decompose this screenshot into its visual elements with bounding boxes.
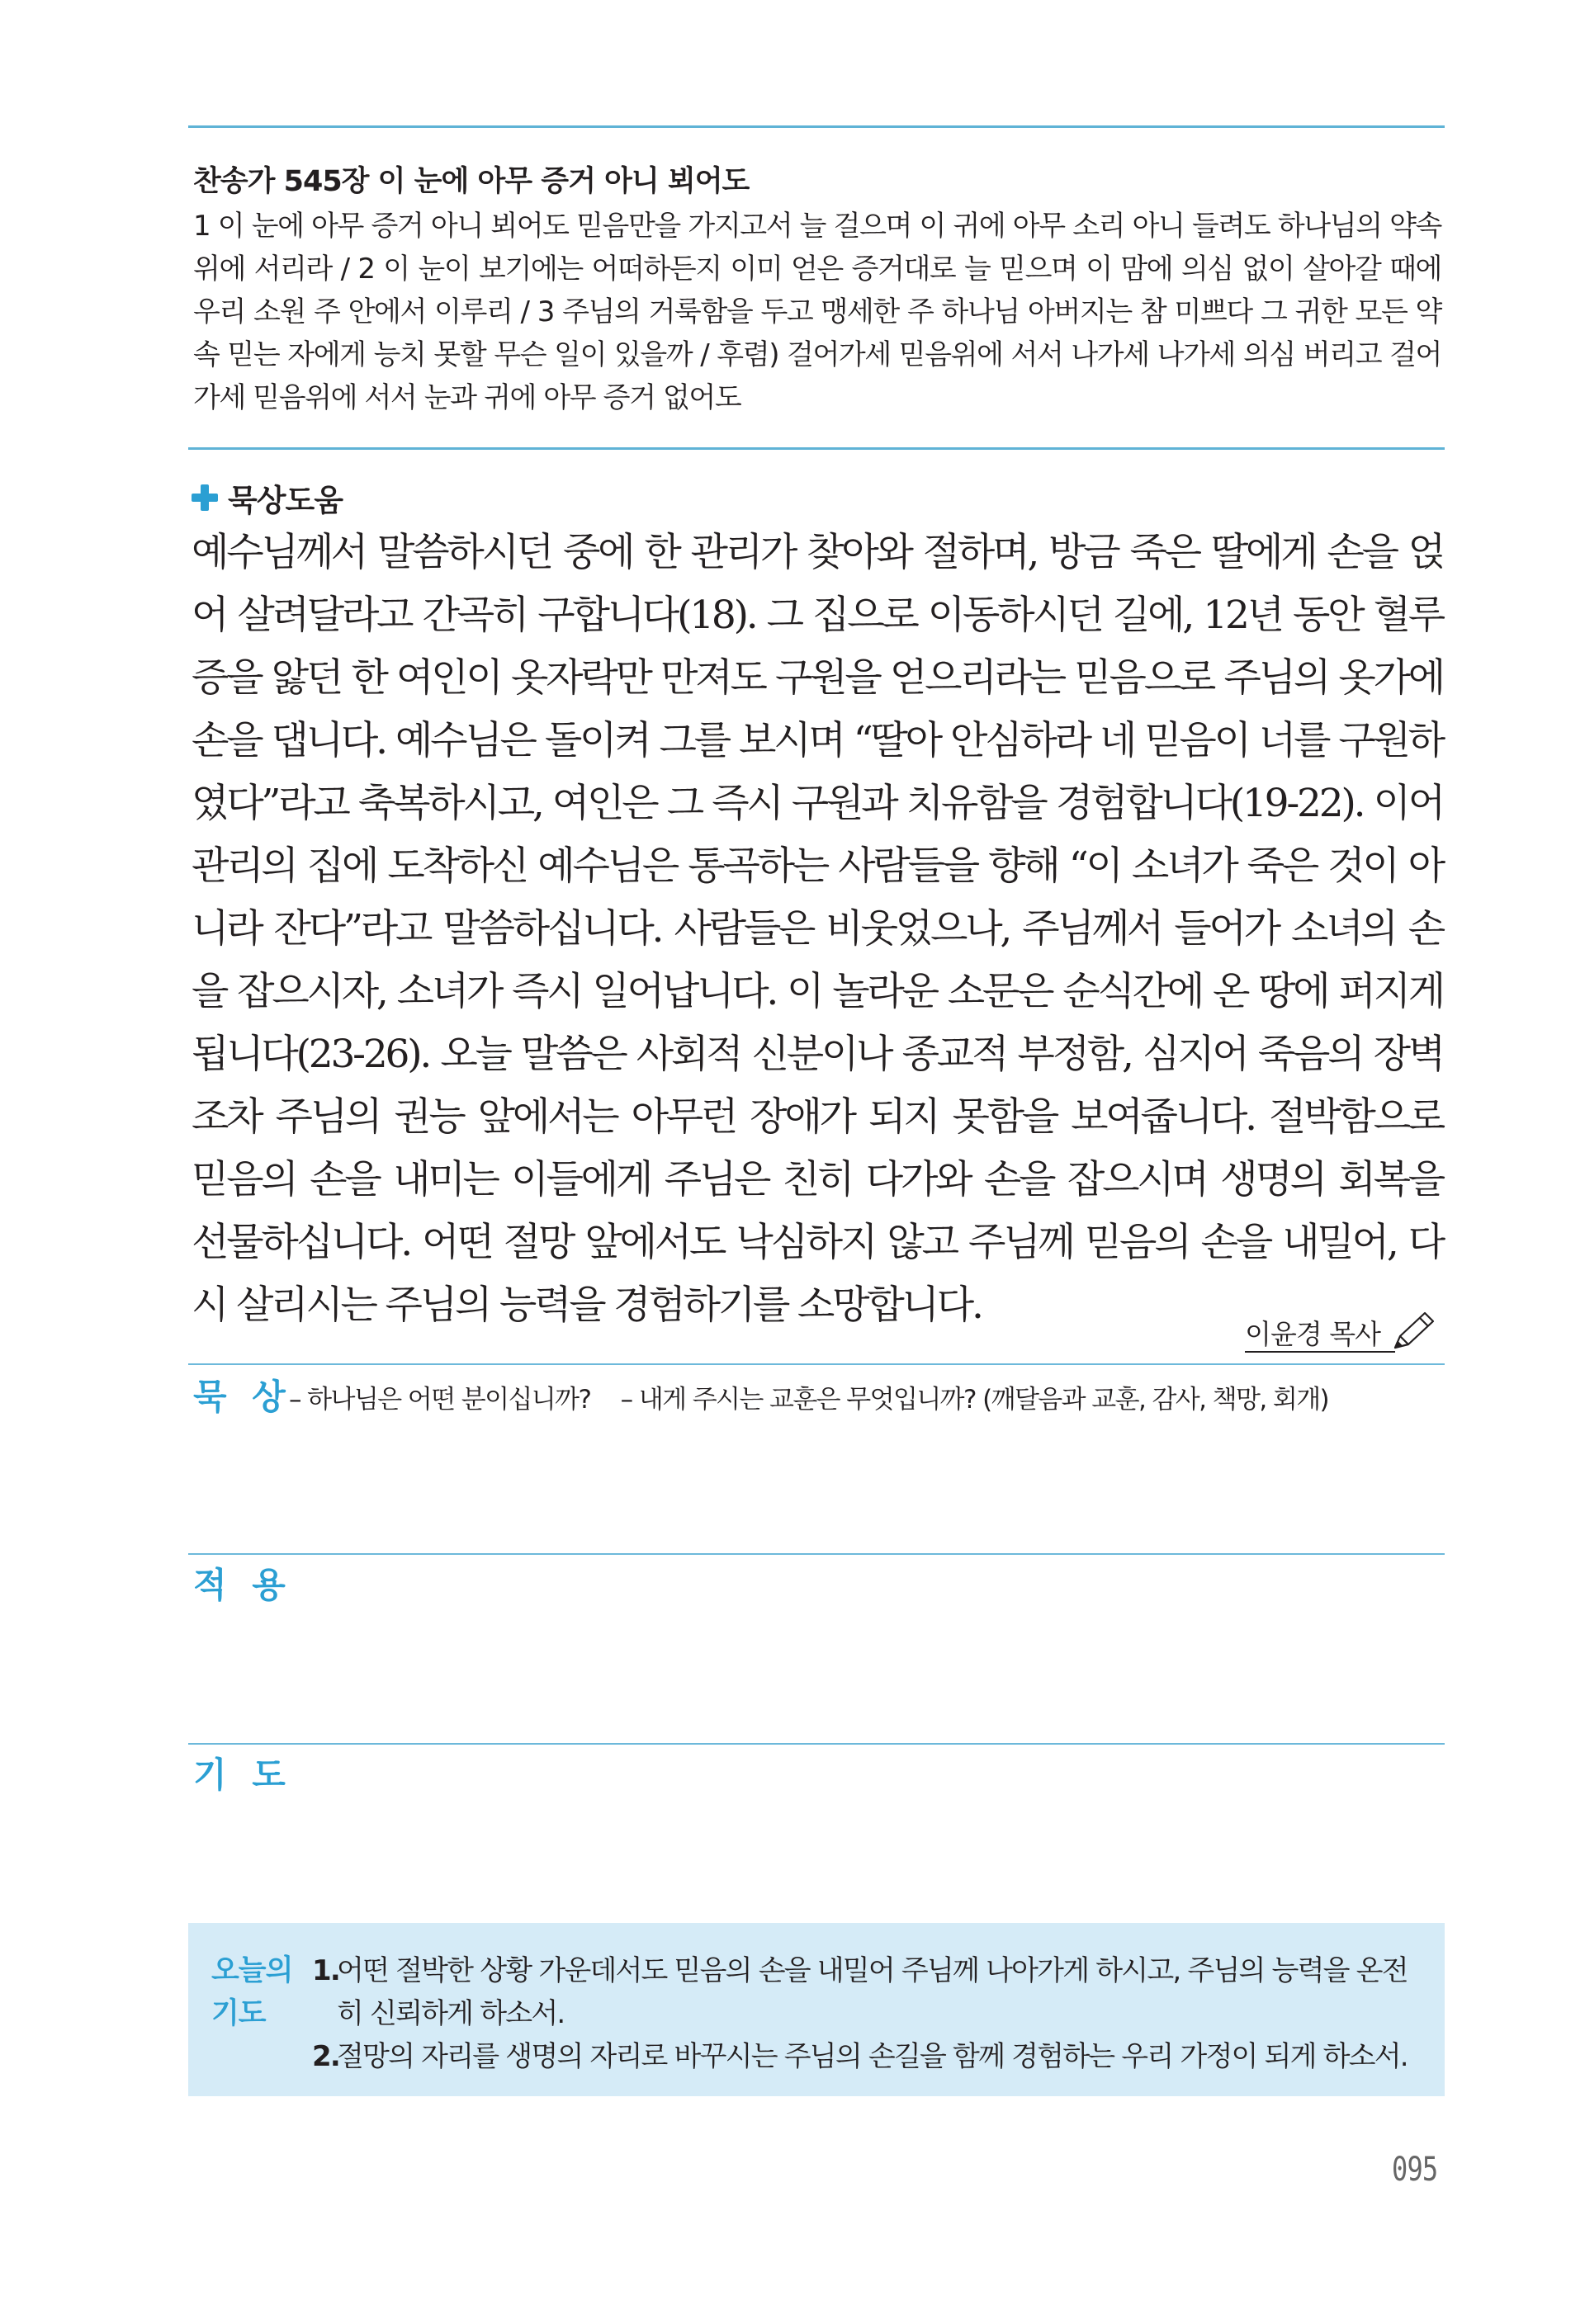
meditation-label: 묵 상 bbox=[193, 1377, 292, 1417]
application-rule bbox=[188, 1553, 1445, 1555]
prayer-item-number: 2. bbox=[312, 2040, 339, 2073]
author-line bbox=[1245, 1308, 1438, 1353]
today-prayer-label-line1: 오늘의 bbox=[211, 1954, 293, 1987]
meditation-questions bbox=[289, 1378, 1351, 1415]
application-label: 적 용 bbox=[193, 1565, 292, 1605]
hymn-title: 찬송가 545장 이 눈에 아무 증거 아니 뵈어도 bbox=[193, 165, 750, 198]
prayer-label: 기 도 bbox=[193, 1755, 292, 1795]
meditation-question-1: – 하나님은 어떤 분이십니까? bbox=[289, 1385, 591, 1415]
meditation-help-heading: 묵상도움 bbox=[228, 483, 343, 518]
prayer-rule bbox=[188, 1743, 1445, 1745]
today-prayer-box bbox=[188, 1923, 1445, 2096]
prayer-item-number: 1. bbox=[312, 1954, 339, 1987]
hymn-bottom-rule bbox=[188, 447, 1445, 450]
page-number: 095 bbox=[1392, 2151, 1438, 2189]
pencil-icon bbox=[1390, 1308, 1438, 1353]
author-name: 이윤경 목사 bbox=[1245, 1318, 1395, 1353]
meditation-rule bbox=[188, 1363, 1445, 1365]
today-prayer-label-line2: 기도 bbox=[211, 1997, 266, 2030]
hymn-lyrics: 1 이 눈에 아무 증거 아니 뵈어도 믿음만을 가지고서 늘 걸으며 이 귀에 아무 소리 아니 들려도 하나님의 약속 위에 서리라 / 2 이 눈이 보기에는 어떠하든지 이미 얻은 증거대로 늘 믿으며 이 맘에 의심 없이 살아갈 때에 우리 소원 주 안에서 이루리 / 3 주님의 거룩함을 두고 맹세한 주 하나님 아버지는 참 미쁘다 그 귀한 모든 약속 믿는 자에게 능치 못할 무슨 일이 있을까 / 후렴) 걸어가세 믿음위에 서서 나가세 나가세 의심 버리고 걸어가세 믿음위에 서서 눈과 귀에 아무 증거 없어도 bbox=[193, 210, 1441, 414]
meditation-help-header bbox=[192, 475, 343, 520]
today-prayer-label bbox=[211, 1949, 294, 2035]
devotion-text: 예수님께서 말씀하시던 중에 한 관리가 찾아와 절하며, 방금 죽은 딸에게 손을 얹어 살려달라고 간곡히 구합니다(18). 그 집으로 이동하시던 길에, 12년 동안 혈루증을 앓던 한 여인이 옷자락만 만져도 구원을 얻으리라는 믿음으로 주님의 옷가에 손을 댑니다. 예수님은 돌이켜 그를 보시며 “딸아 안심하라 네 믿음이 너를 구원하였다”라고 축복하시고, 여인은 그 즉시 구원과 치유함을 경험합니다(19-22). 이어 관리의 집에 도착하신 예수님은 통곡하는 사람들을 향해 “이 소녀가 죽은 것이 아니라 잔다”라고 말씀하십니다. 사람들은 비웃었으나, 주님께서 들어가 소녀의 손을 잡으시자, 소녀가 즉시 일어납니다. 이 놀라운 소문은 순식간에 온 땅에 퍼지게 됩니다(23-26). 오늘 말씀은 사회적 신분이나 종교적 부정함, 심지어 죽음의 장벽조차 주님의 권능 앞에서는 아무런 장애가 되지 못함을 보여줍니다. 절박함으로 믿음의 손을 내미는 이들에게 주님은 친히 다가와 손을 잡으시며 생명의 회복을 선물하십니다. 어떤 절망 앞에서도 낙심하지 않고 주님께 믿음의 손을 내밀어, 다시 살리시는 주님의 능력을 경험하기를 소망합니다. bbox=[192, 530, 1443, 1328]
top-rule bbox=[188, 125, 1445, 128]
meditation-question-2: – 내게 주시는 교훈은 무엇입니까? (깨달음과 교훈, 감사, 책망, 회개) bbox=[620, 1385, 1329, 1415]
prayer-item-text: 어떤 절박한 상황 가운데서도 믿음의 손을 내밀어 주님께 나아가게 하시고, 주님의 능력을 온전히 신뢰하게 하소서. bbox=[337, 1954, 1408, 2030]
prayer-item-text: 절망의 자리를 생명의 자리로 바꾸시는 주님의 손길을 함께 경험하는 우리 가정이 되게 하소서. bbox=[337, 2040, 1408, 2073]
prayer-item-2 bbox=[312, 2035, 1426, 2078]
plus-icon bbox=[192, 484, 218, 511]
prayer-item-1 bbox=[312, 1949, 1426, 2035]
